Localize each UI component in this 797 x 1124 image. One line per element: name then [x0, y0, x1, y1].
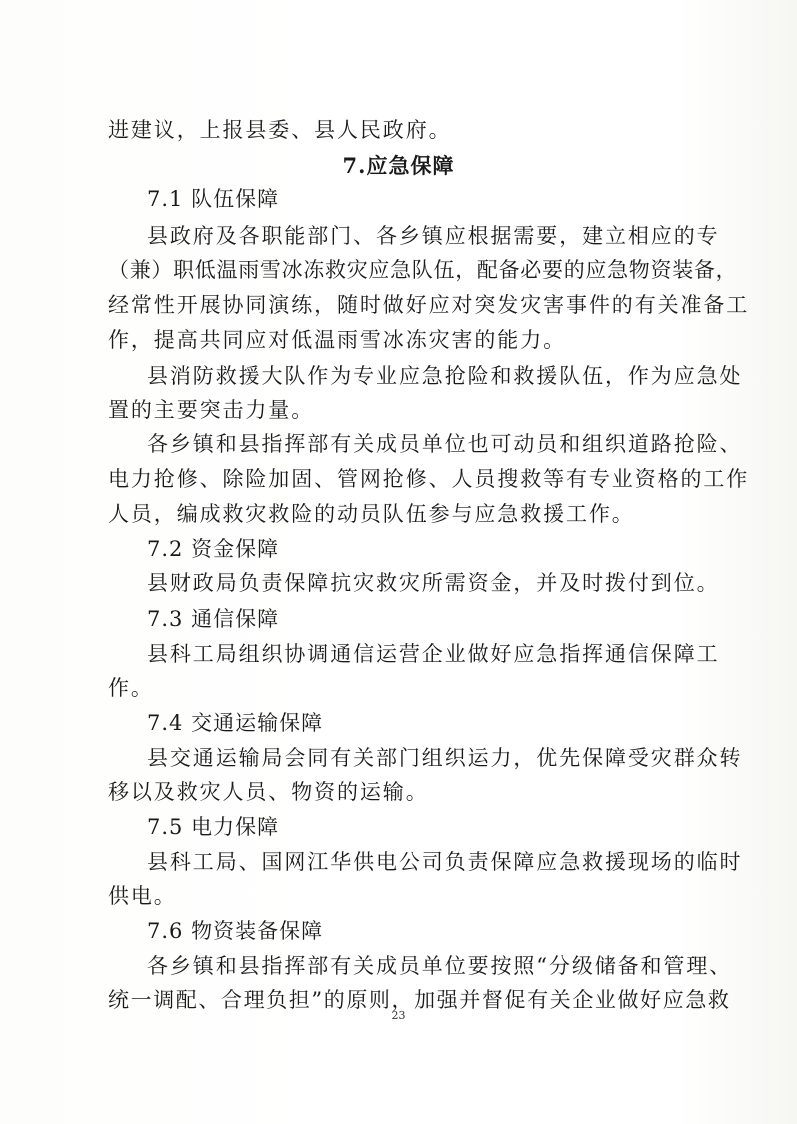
page-number: 23: [391, 1009, 406, 1022]
body-line: 县财政局负责保障抗灾救灾所需资金，并及时拨付到位。: [147, 571, 720, 595]
body-line: 各乡镇和县指挥部有关成员单位也可动员和组织道路抢险、: [147, 432, 743, 456]
body-line: 置的主要突击力量。: [108, 398, 315, 422]
subsection-heading: 7.2 资金保障: [147, 537, 280, 561]
subsection-heading: 7.3 通信保障: [147, 607, 280, 631]
subsection-heading: 7.4 交通运输保障: [147, 711, 324, 735]
body-line: 经常性开展协同演练，随时做好应对突发灾害事件的有关准备工: [108, 293, 750, 317]
body-line: 县消防救援大队作为专业应急抢险和救援队伍，作为应急处: [147, 364, 743, 388]
section-heading: 7.应急保障: [342, 153, 455, 178]
body-line: 县科工局、国网江华供电公司负责保障应急救援现场的临时: [147, 850, 743, 874]
body-line: 供电。: [108, 884, 177, 908]
subsection-heading: 7.6 物资装备保障: [147, 919, 324, 943]
subsection-heading: 7.5 电力保障: [147, 815, 280, 839]
body-line: 县交通运输局会同有关部门组织运力，优先保障受灾群众转: [147, 746, 743, 770]
body-line: 统一调配、合理负担”的原则，加强并督促有关企业做好应急救: [108, 988, 731, 1012]
body-line: 进建议，上报县委、县人民政府。: [108, 118, 452, 142]
body-line: 电力抢修、除险加固、管网抢修、人员搜救等有专业资格的工作: [108, 467, 750, 491]
subsection-heading: 7.1 队伍保障: [147, 187, 280, 211]
body-line: 移以及救灾人员、物资的运输。: [108, 780, 429, 804]
body-line: （兼）职低温雨雪冰冻救灾应急队伍，配备必要的应急物资装备，: [108, 258, 738, 282]
body-line: 作，提高共同应对低温雨雪冰冻灾害的能力。: [108, 328, 566, 352]
body-line: 作。: [108, 676, 154, 700]
body-line: 县科工局组织协调通信运营企业做好应急指挥通信保障工: [147, 642, 720, 666]
body-line: 县政府及各职能部门、各乡镇应根据需要，建立相应的专: [147, 224, 720, 248]
body-line: 各乡镇和县指挥部有关成员单位要按照“分级储备和管理、: [147, 954, 733, 978]
body-line: 人员，编成救灾救险的动员队伍参与应急救援工作。: [108, 502, 635, 526]
